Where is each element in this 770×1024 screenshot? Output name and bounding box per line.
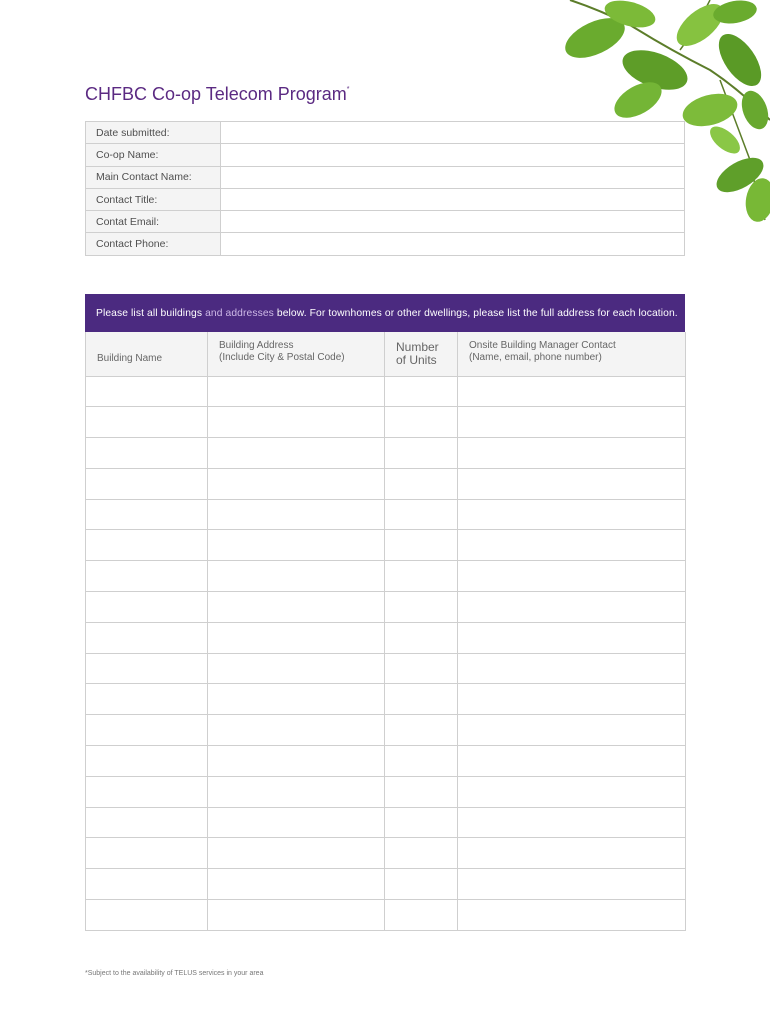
manager-contact-cell[interactable] [458,592,686,623]
contact-info-table [85,121,685,256]
contact-row [86,122,685,144]
table-row [86,438,686,469]
manager-contact-cell[interactable] [458,561,686,592]
building-name-cell[interactable] [86,869,208,900]
units-cell[interactable] [385,622,458,653]
units-cell[interactable] [385,592,458,623]
units-cell[interactable] [385,530,458,561]
manager-contact-cell[interactable] [458,438,686,469]
table-row [86,407,686,438]
contact-field-input[interactable] [221,188,685,210]
contact-field-input[interactable] [221,122,685,144]
manager-contact-cell[interactable] [458,838,686,869]
table-row [86,900,686,931]
units-cell[interactable] [385,869,458,900]
building-address-cell[interactable] [208,438,385,469]
units-cell[interactable] [385,376,458,407]
contact-field-input[interactable] [221,211,685,233]
contact-row [86,144,685,166]
building-name-cell[interactable] [86,838,208,869]
buildings-table [85,332,686,931]
manager-contact-cell[interactable] [458,407,686,438]
table-row [86,561,686,592]
building-name-cell[interactable] [86,468,208,499]
building-address-cell[interactable] [208,746,385,777]
table-row [86,684,686,715]
contact-field-label: Co-op Name: [86,144,221,166]
manager-contact-cell[interactable] [458,468,686,499]
footnote: *Subject to the availability of TELUS services in your area [85,970,264,977]
building-address-cell[interactable] [208,900,385,931]
building-address-cell[interactable] [208,407,385,438]
manager-contact-cell[interactable] [458,622,686,653]
building-address-cell[interactable] [208,561,385,592]
units-cell[interactable] [385,561,458,592]
manager-contact-cell[interactable] [458,499,686,530]
building-address-cell[interactable] [208,530,385,561]
page-title: CHFBC Co-op Telecom Program* [85,84,350,104]
table-row [86,746,686,777]
column-header-building-address: Building Address (Include City & Postal Code) [208,332,385,376]
contact-row [86,166,685,188]
contact-field-label: Contact Phone: [86,233,221,255]
table-row [86,715,686,746]
building-address-cell[interactable] [208,684,385,715]
manager-contact-cell[interactable] [458,807,686,838]
building-address-cell[interactable] [208,776,385,807]
building-name-cell[interactable] [86,900,208,931]
contact-row [86,233,685,255]
manager-contact-cell[interactable] [458,900,686,931]
table-row [86,869,686,900]
units-cell[interactable] [385,776,458,807]
units-cell[interactable] [385,407,458,438]
manager-contact-cell[interactable] [458,684,686,715]
manager-contact-cell[interactable] [458,653,686,684]
building-address-cell[interactable] [208,622,385,653]
units-cell[interactable] [385,838,458,869]
buildings-instructions-banner: Please list all buildings and addresses below. For townhomes or other dwellings, please list the full address for each location. [85,294,685,332]
building-name-cell[interactable] [86,715,208,746]
table-row [86,499,686,530]
units-cell[interactable] [385,684,458,715]
column-header-manager-contact: Onsite Building Manager Contact (Name, email, phone number) [458,332,686,376]
buildings-section [85,294,685,931]
building-name-cell[interactable] [86,776,208,807]
units-cell[interactable] [385,900,458,931]
building-name-cell[interactable] [86,376,208,407]
contact-field-input[interactable] [221,233,685,255]
contact-row [86,188,685,210]
building-address-cell[interactable] [208,376,385,407]
contact-field-label: Main Contact Name: [86,166,221,188]
table-row [86,376,686,407]
contact-row [86,211,685,233]
table-row [86,838,686,869]
table-row [86,592,686,623]
units-cell[interactable] [385,746,458,777]
column-header-number-of-units: Number of Units [385,332,458,376]
table-row [86,653,686,684]
units-cell[interactable] [385,653,458,684]
building-name-cell[interactable] [86,499,208,530]
manager-contact-cell[interactable] [458,746,686,777]
contact-field-input[interactable] [221,166,685,188]
building-address-cell[interactable] [208,468,385,499]
building-name-cell[interactable] [86,622,208,653]
building-name-cell[interactable] [86,746,208,777]
contact-field-label: Date submitted: [86,122,221,144]
building-address-cell[interactable] [208,715,385,746]
manager-contact-cell[interactable] [458,376,686,407]
table-row [86,468,686,499]
table-row [86,807,686,838]
manager-contact-cell[interactable] [458,530,686,561]
building-name-cell[interactable] [86,530,208,561]
building-name-cell[interactable] [86,561,208,592]
manager-contact-cell[interactable] [458,776,686,807]
contact-field-label: Contact Title: [86,188,221,210]
building-address-cell[interactable] [208,807,385,838]
units-cell[interactable] [385,715,458,746]
table-row [86,776,686,807]
contact-field-input[interactable] [221,144,685,166]
building-name-cell[interactable] [86,653,208,684]
manager-contact-cell[interactable] [458,715,686,746]
table-row [86,622,686,653]
building-name-cell[interactable] [86,438,208,469]
column-header-building-name: Building Name [86,332,208,376]
building-address-cell[interactable] [208,869,385,900]
units-cell[interactable] [385,438,458,469]
building-name-cell[interactable] [86,807,208,838]
units-cell[interactable] [385,468,458,499]
contact-field-label: Contat Email: [86,211,221,233]
building-name-cell[interactable] [86,684,208,715]
units-cell[interactable] [385,807,458,838]
building-name-cell[interactable] [86,592,208,623]
units-cell[interactable] [385,499,458,530]
building-address-cell[interactable] [208,653,385,684]
building-address-cell[interactable] [208,499,385,530]
building-address-cell[interactable] [208,592,385,623]
building-address-cell[interactable] [208,838,385,869]
table-row [86,530,686,561]
building-name-cell[interactable] [86,407,208,438]
manager-contact-cell[interactable] [458,869,686,900]
